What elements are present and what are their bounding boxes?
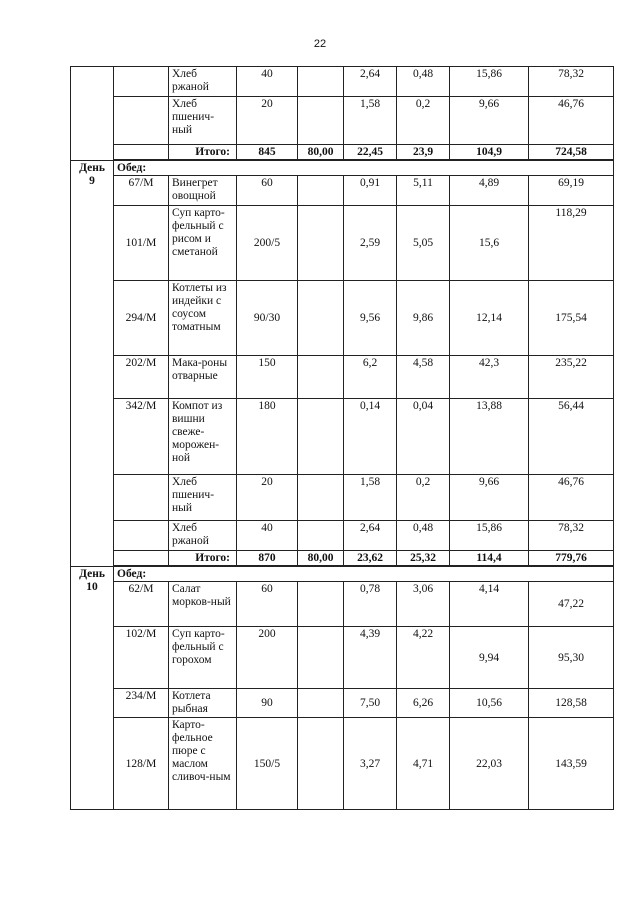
protein-cell: 0,78 xyxy=(344,582,397,627)
weight-cell: 180 xyxy=(237,399,298,475)
kcal-cell: 56,44 xyxy=(529,399,614,475)
price-cell xyxy=(298,718,344,810)
day-label-word: День xyxy=(79,161,105,174)
dish-cell: Хлеб пшенич-ный xyxy=(169,475,237,521)
day-label xyxy=(71,160,114,566)
protein-cell: 0,91 xyxy=(344,176,397,206)
table-row xyxy=(71,176,614,206)
table-row xyxy=(71,97,614,145)
weight-cell: 90 xyxy=(237,689,298,718)
dish-cell: Мака-роны отварные xyxy=(169,356,237,399)
dish-cell: Хлеб пшенич-ный xyxy=(169,97,237,145)
price-cell xyxy=(298,582,344,627)
protein-cell: 9,56 xyxy=(344,281,397,356)
carbs-cell: 15,86 xyxy=(450,67,529,97)
meal-header-row xyxy=(71,160,614,176)
fat-cell: 4,22 xyxy=(397,627,450,689)
carbs-cell: 4,14 xyxy=(450,582,529,627)
total-carbs: 114,4 xyxy=(450,551,529,567)
dish-cell: Суп карто-фельный с рисом и сметаной xyxy=(169,206,237,281)
price-cell xyxy=(298,281,344,356)
dish-cell: Салат морков-ный xyxy=(169,582,237,627)
price-cell xyxy=(298,206,344,281)
kcal-cell: 46,76 xyxy=(529,475,614,521)
fat-cell: 4,58 xyxy=(397,356,450,399)
table-row xyxy=(71,281,614,356)
protein-cell: 1,58 xyxy=(344,97,397,145)
dish-cell: Суп карто-фельный с горохом xyxy=(169,627,237,689)
kcal-cell: 78,32 xyxy=(529,67,614,97)
protein-cell: 1,58 xyxy=(344,475,397,521)
carbs-cell: 15,6 xyxy=(450,206,529,281)
dish-cell: Компот из вишни свеже-морожен-ной xyxy=(169,399,237,475)
dish-cell: Винегрет овощной xyxy=(169,176,237,206)
protein-cell: 3,27 xyxy=(344,718,397,810)
weight-cell: 200 xyxy=(237,627,298,689)
meal-label: Обед: xyxy=(114,160,614,176)
fat-cell: 0,48 xyxy=(397,521,450,551)
page-number: 22 xyxy=(313,38,327,50)
weight-cell: 60 xyxy=(237,176,298,206)
kcal-cell: 118,29 xyxy=(529,206,614,281)
protein-cell: 0,14 xyxy=(344,399,397,475)
day-label-number: 9 xyxy=(89,174,95,187)
code-cell xyxy=(114,475,169,521)
code-cell xyxy=(114,97,169,145)
protein-cell: 2,64 xyxy=(344,67,397,97)
total-kcal: 779,76 xyxy=(529,551,614,567)
fat-cell: 5,05 xyxy=(397,206,450,281)
total-fat: 23,9 xyxy=(397,145,450,161)
total-protein: 22,45 xyxy=(344,145,397,161)
price-cell xyxy=(298,399,344,475)
weight-cell: 40 xyxy=(237,521,298,551)
table-row xyxy=(71,582,614,627)
dish-cell: Хлеб ржаной xyxy=(169,67,237,97)
code-cell xyxy=(114,145,169,161)
total-protein: 23,62 xyxy=(344,551,397,567)
total-price: 80,00 xyxy=(298,145,344,161)
weight-cell: 150/5 xyxy=(237,718,298,810)
protein-cell: 7,50 xyxy=(344,689,397,718)
kcal-cell: 47,22 xyxy=(529,582,614,627)
total-fat: 25,32 xyxy=(397,551,450,567)
fat-cell: 5,11 xyxy=(397,176,450,206)
code-cell: 67/М xyxy=(114,176,169,206)
code-cell: 294/М xyxy=(114,281,169,356)
table-row xyxy=(71,689,614,718)
total-row xyxy=(71,145,614,161)
kcal-cell: 175,54 xyxy=(529,281,614,356)
code-cell: 342/М xyxy=(114,399,169,475)
table-row xyxy=(71,475,614,521)
weight-cell: 60 xyxy=(237,582,298,627)
code-cell: 62/М xyxy=(114,582,169,627)
kcal-cell: 235,22 xyxy=(529,356,614,399)
day-cell-continued xyxy=(71,67,114,161)
carbs-cell: 9,94 xyxy=(450,627,529,689)
weight-cell: 40 xyxy=(237,67,298,97)
kcal-cell: 143,59 xyxy=(529,718,614,810)
table-row xyxy=(71,206,614,281)
protein-cell: 2,59 xyxy=(344,206,397,281)
fat-cell: 6,26 xyxy=(397,689,450,718)
weight-cell: 20 xyxy=(237,475,298,521)
dish-cell: Хлеб ржаной xyxy=(169,521,237,551)
total-label: Итого: xyxy=(169,145,237,161)
total-weight: 845 xyxy=(237,145,298,161)
total-carbs: 104,9 xyxy=(450,145,529,161)
kcal-cell: 95,30 xyxy=(529,627,614,689)
table-row xyxy=(71,67,614,97)
dish-cell: Карто-фельное пюре с маслом сливоч-ным xyxy=(169,718,237,810)
price-cell xyxy=(298,97,344,145)
price-cell xyxy=(298,475,344,521)
dish-cell: Котлета рыбная xyxy=(169,689,237,718)
protein-cell: 6,2 xyxy=(344,356,397,399)
protein-cell: 4,39 xyxy=(344,627,397,689)
carbs-cell: 13,88 xyxy=(450,399,529,475)
code-cell xyxy=(114,551,169,567)
price-cell xyxy=(298,689,344,718)
meal-label: Обед: xyxy=(114,566,614,582)
day-label-word: День xyxy=(79,567,105,580)
code-cell: 102/М xyxy=(114,627,169,689)
code-cell: 128/М xyxy=(114,718,169,810)
total-row xyxy=(71,551,614,567)
table-row xyxy=(71,627,614,689)
weight-cell: 150 xyxy=(237,356,298,399)
protein-cell: 2,64 xyxy=(344,521,397,551)
code-cell xyxy=(114,521,169,551)
fat-cell: 0,2 xyxy=(397,97,450,145)
weight-cell: 20 xyxy=(237,97,298,145)
menu-table xyxy=(70,66,614,810)
fat-cell: 0,2 xyxy=(397,475,450,521)
price-cell xyxy=(298,176,344,206)
fat-cell: 0,48 xyxy=(397,67,450,97)
carbs-cell: 4,89 xyxy=(450,176,529,206)
carbs-cell: 9,66 xyxy=(450,475,529,521)
carbs-cell: 15,86 xyxy=(450,521,529,551)
code-cell xyxy=(114,67,169,97)
kcal-cell: 78,32 xyxy=(529,521,614,551)
carbs-cell: 12,14 xyxy=(450,281,529,356)
table-row xyxy=(71,521,614,551)
price-cell xyxy=(298,356,344,399)
dish-cell: Котлеты из индейки с соусом томатным xyxy=(169,281,237,356)
price-cell xyxy=(298,627,344,689)
day-label-number: 10 xyxy=(86,580,98,593)
total-kcal: 724,58 xyxy=(529,145,614,161)
code-cell: 234/М xyxy=(114,689,169,718)
kcal-cell: 128,58 xyxy=(529,689,614,718)
fat-cell: 9,86 xyxy=(397,281,450,356)
fat-cell: 3,06 xyxy=(397,582,450,627)
price-cell xyxy=(298,521,344,551)
total-weight: 870 xyxy=(237,551,298,567)
kcal-cell: 69,19 xyxy=(529,176,614,206)
code-cell: 202/М xyxy=(114,356,169,399)
code-cell: 101/М xyxy=(114,206,169,281)
table-row xyxy=(71,356,614,399)
total-price: 80,00 xyxy=(298,551,344,567)
carbs-cell: 9,66 xyxy=(450,97,529,145)
total-label: Итого: xyxy=(169,551,237,567)
table-row xyxy=(71,399,614,475)
day-label xyxy=(71,566,114,810)
carbs-cell: 10,56 xyxy=(450,689,529,718)
carbs-cell: 42,3 xyxy=(450,356,529,399)
price-cell xyxy=(298,67,344,97)
meal-header-row xyxy=(71,566,614,582)
carbs-cell: 22,03 xyxy=(450,718,529,810)
fat-cell: 0,04 xyxy=(397,399,450,475)
weight-cell: 90/30 xyxy=(237,281,298,356)
fat-cell: 4,71 xyxy=(397,718,450,810)
table-row xyxy=(71,718,614,810)
weight-cell: 200/5 xyxy=(237,206,298,281)
kcal-cell: 46,76 xyxy=(529,97,614,145)
